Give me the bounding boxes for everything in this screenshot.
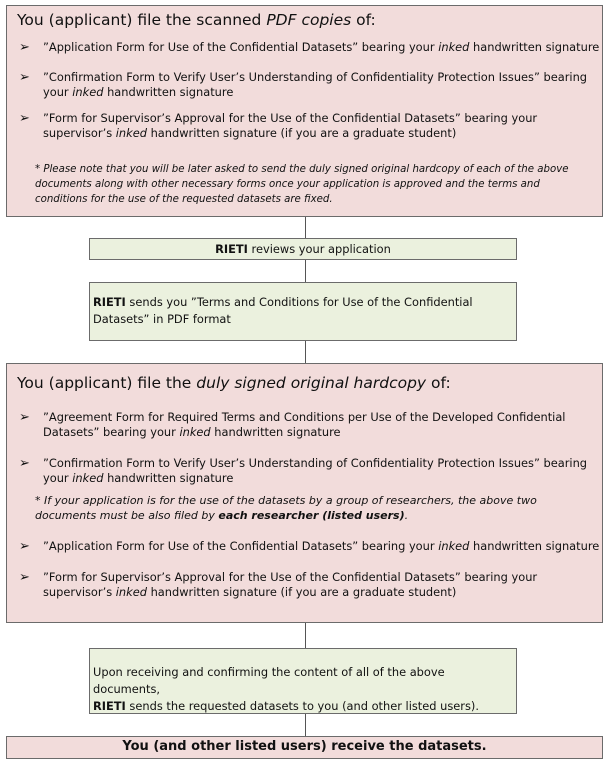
step-terms-text: RIETI sends you ”Terms and Conditions for Use of the Confidential Datasets” in PDF format (93, 295, 473, 326)
connector-line (305, 714, 306, 736)
list-item: ➢ ”Application Form for Use of the Confidential Datasets” bearing your inked handwritten signature (19, 40, 600, 55)
arrow-bullet-icon: ➢ (19, 570, 30, 585)
list-item: ➢ ”Confirmation Form to Verify User’s Understanding of Confidentiality Protection Issues” bearing your inked handwritten signature (19, 70, 588, 99)
connector-line (305, 623, 306, 648)
arrow-bullet-icon: ➢ (19, 111, 30, 126)
arrow-bullet-icon: ➢ (19, 40, 30, 55)
step-receive-box (6, 736, 603, 759)
list-item: ➢ ”Form for Supervisor’s Approval for the Use of the Confidential Datasets” bearing your supervisor’s inked handwritten signature (if you are a graduate student) (19, 570, 538, 599)
step-receive-text: You (and other listed users) receive the datasets. (122, 739, 487, 754)
connector-line (305, 217, 306, 238)
arrow-bullet-icon: ➢ (19, 539, 30, 554)
arrow-bullet-icon: ➢ (19, 410, 30, 425)
step-hardcopy-title: You (applicant) file the duly signed original hardcopy of: (17, 374, 451, 392)
list-item: ➢ ”Form for Supervisor’s Approval for the Use of the Confidential Datasets” bearing your supervisor’s inked handwritten signature (if you are a graduate student) (19, 111, 538, 140)
connector-line (305, 341, 306, 363)
step-pdf-copies-title: You (applicant) file the scanned PDF copies of: (17, 11, 376, 29)
arrow-bullet-icon: ➢ (19, 456, 30, 471)
step-hardcopy-box (6, 363, 603, 623)
connector-line (305, 260, 306, 282)
list-item: ➢ ”Confirmation Form to Verify User’s Understanding of Confidentiality Protection Issues” bearing your inked handwritten signature (19, 456, 588, 485)
list-item: ➢ ”Application Form for Use of the Confidential Datasets” bearing your inked handwritten signature (19, 539, 600, 554)
list-item: ➢ ”Agreement Form for Required Terms and Conditions per Use of the Developed Confidential Datasets” bearing your inked handwritten signature (19, 410, 566, 439)
step-send-datasets-text: Upon receiving and confirming the content of all of the above documents, RIETI sends the requested datasets to you (and other listed users). (93, 665, 479, 713)
step-pdf-copies-box (6, 5, 603, 217)
step-rieti-review-box (89, 238, 517, 260)
step-terms-box (89, 282, 517, 341)
group-researchers-note: * If your application is for the use of the datasets by a group of researchers, the above two documents must be also filed by each researcher (listed users). (35, 494, 537, 522)
step-send-datasets-box (89, 648, 517, 714)
arrow-bullet-icon: ➢ (19, 70, 30, 85)
pdf-note: * Please note that you will be later asked to send the duly signed original hardcopy of each of the above documents along with other necessary forms once your application is approved and the terms and conditions for the use of the requested datasets are fixed. (35, 164, 569, 205)
step-rieti-review-text: RIETI reviews your application (215, 242, 391, 256)
